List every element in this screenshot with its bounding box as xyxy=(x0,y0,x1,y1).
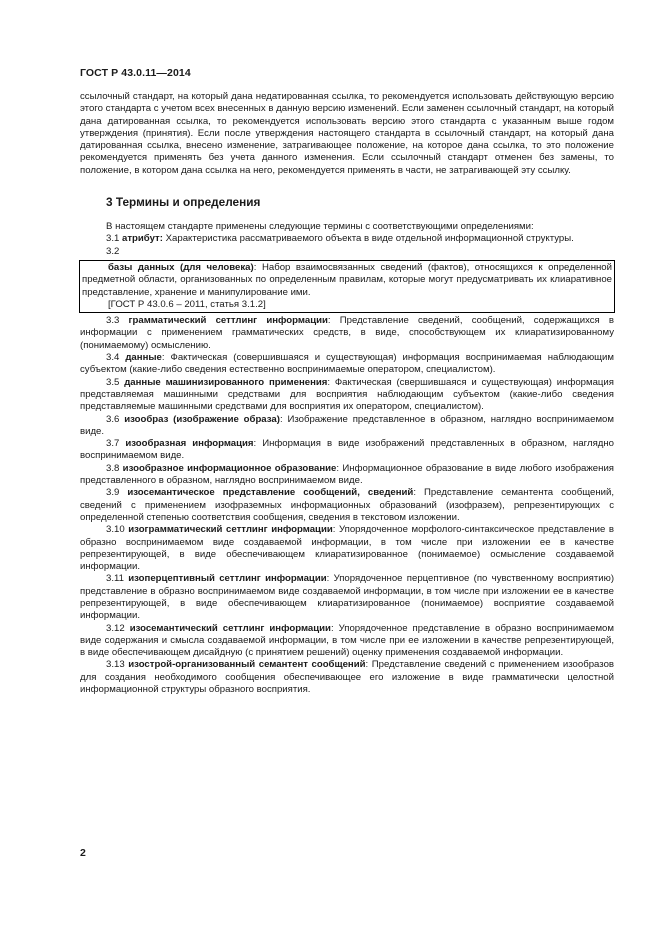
term-number: 3.4 xyxy=(106,352,120,364)
term-3-8 xyxy=(80,463,614,488)
term-3-11 xyxy=(80,573,614,622)
term-number: 3.10 xyxy=(106,524,125,536)
term-name: изограмматический сеттлинг информации xyxy=(128,524,333,536)
term-name: изосемантический сеттлинг информации xyxy=(129,622,331,634)
term-3-13 xyxy=(80,659,614,696)
term-name: данные xyxy=(125,352,162,364)
term-3-12 xyxy=(80,623,614,660)
term-name: изосемантическое представление сообщений, сведений xyxy=(127,487,414,499)
term-name: данные машинизированного применения xyxy=(124,376,328,388)
term-name: изообразное информационное образование xyxy=(122,462,337,474)
doc-header: ГОСТ Р 43.0.11—2014 xyxy=(80,67,191,79)
term-3-6 xyxy=(80,414,614,439)
term-number: 3.9 xyxy=(106,487,120,499)
term-number: 3.11 xyxy=(106,573,124,585)
term-number: 3.5 xyxy=(106,376,120,388)
term-definition: : Фактическая (свершившаяся и существующая) информация представляемая машинными средствами для восприятия наблюдающим субъектом (какие-либо сведения представляемые машинными средствами для восприятия их оператором, специалистом). xyxy=(80,376,614,413)
term-definition: : Упорядоченное представление в образно воспринимаемом виде содержания и смысла создаваемой информации, в том числе при ее изложении в качестве репрезентирующей, в виде обеспечивающем дисайдную (с принятием решений) оценку применения создаваемой информации. xyxy=(80,622,614,659)
term-source: [ГОСТ Р 43.0.6 – 2011, статья 3.1.2] xyxy=(108,298,266,310)
term-number: 3.7 xyxy=(106,438,120,450)
term-definition: : Изображение представленное в образном, наглядно воспринимаемом виде. xyxy=(80,413,614,437)
term-definition: : Набор взаимосвязанных сведений (фактов), относящихся к определенной предметной области, организованных по определенным правилам, которые могут предусматривать их клиаративное представление, хранение и манипулирование ими. xyxy=(82,261,613,298)
term-definition: : Упорядоченное морфолого-синтаксическое представление в образно воспринимаемом виде создаваемой информации, в том числе при изложении ее в качестве репрезентирующей, в виде обеспечивающем клиаратизированное (понимаемое) осмысление создаваемой информации. xyxy=(80,524,614,573)
term-3-1 xyxy=(80,233,614,245)
term-definition: : Информация в виде изображений представленных в образном, наглядно воспринимаемом виде. xyxy=(80,438,614,462)
term-3-2-number: 3.2 xyxy=(106,245,120,257)
term-definition: : Представление сведений, сообщений, содержащихся в информации с применением грамматических средств, в виде, способствующем их клиаратизированному (понимаемому) осмыслению. xyxy=(80,315,614,351)
page-content xyxy=(80,91,614,696)
term-definition: : Представление сведений с применением изообразов для создания необходимого сообщения обеспечивающее его изложение в виде грамматически целостной информационной структуры образного восприятия. xyxy=(80,659,614,696)
term-definition: : Информационное образование в виде любого изображения представленного в образном, наглядно воспринимаемом виде. xyxy=(80,462,614,487)
term-3-3 xyxy=(80,315,614,352)
term-name: изообраз (изображение образа) xyxy=(124,413,280,425)
section-lead: В настоящем стандарте применены следующие термины с соответствующими определениями: xyxy=(106,221,534,233)
term-name: базы данных (для человека) xyxy=(108,261,254,273)
section-title: 3 Термины и определения xyxy=(106,195,261,210)
term-number: 3.12 xyxy=(106,622,125,634)
term-name: грамматический сеттлинг информации xyxy=(128,315,328,327)
term-name: изоперцептивный сеттлинг информации xyxy=(128,573,327,585)
term-definition: : Представление семантента сообщений, сведений с применением изофраземных информационных образований (изофразем), репрезентирующих с определенной степенью соответствия сообщения, сведения в текстовом изложении. xyxy=(80,487,614,523)
term-definition: Характеристика рассматриваемого объекта в виде отдельной информационной структуры. xyxy=(162,233,574,245)
term-3-4 xyxy=(80,352,614,377)
term-number: 3.1 xyxy=(106,233,120,245)
term-number: 3.3 xyxy=(106,315,120,327)
term-3-9 xyxy=(80,487,614,524)
term-name: изострой-организованный семантент сообщений xyxy=(128,659,366,671)
term-3-10 xyxy=(80,524,614,573)
term-3-2 xyxy=(82,262,612,299)
term-3-7 xyxy=(80,438,614,463)
term-3-5 xyxy=(80,377,614,414)
term-3-2-box xyxy=(79,260,615,313)
term-definition: : Фактическая (совершившаяся и существующая) информация воспринимаемая наблюдающим субъектом (какие-либо сведения естественно воспринимаемые оператором, специалистом). xyxy=(80,352,615,376)
term-name: атрибут: xyxy=(122,233,163,245)
term-number: 3.8 xyxy=(106,462,120,474)
page-number: 2 xyxy=(80,847,86,859)
term-definition: : Упорядоченное перцептивное (по чувственному восприятию) представление в образно воспринимаемом виде создаваемой информации, в том числе при изложении ее в качестве репрезентирующей, в виде обеспечивающем клиаратизированное (понимаемое) восприятие создаваемой информации. xyxy=(80,573,615,622)
term-name: изообразная информация xyxy=(125,438,254,450)
term-number: 3.6 xyxy=(106,413,120,425)
term-number: 3.13 xyxy=(106,659,125,671)
intro-paragraph: ссылочный стандарт, на который дана недатированная ссылка, то рекомендуется использовать действующую версию этого стандарта с учетом всех внесенных в данную версию изменений. Если заменен ссылочный стандарт, на который дана датированная ссылка, то рекомендуется использовать версию этого стандарта с указанным выше годом утверждения (принятия). Если после утверждения настоящего стандарта в ссылочный стандарт, на который дана датированная ссылка, внесено изменение, затрагивающее положение, на которое дана ссылка, то это положение рекомендуется применять без учета данного изменения. Если ссылочный стандарт отменен без замены, то положение, в котором дана ссылка на него, рекомендуется применять в части, не затрагивающей эту ссылку. xyxy=(80,91,614,176)
